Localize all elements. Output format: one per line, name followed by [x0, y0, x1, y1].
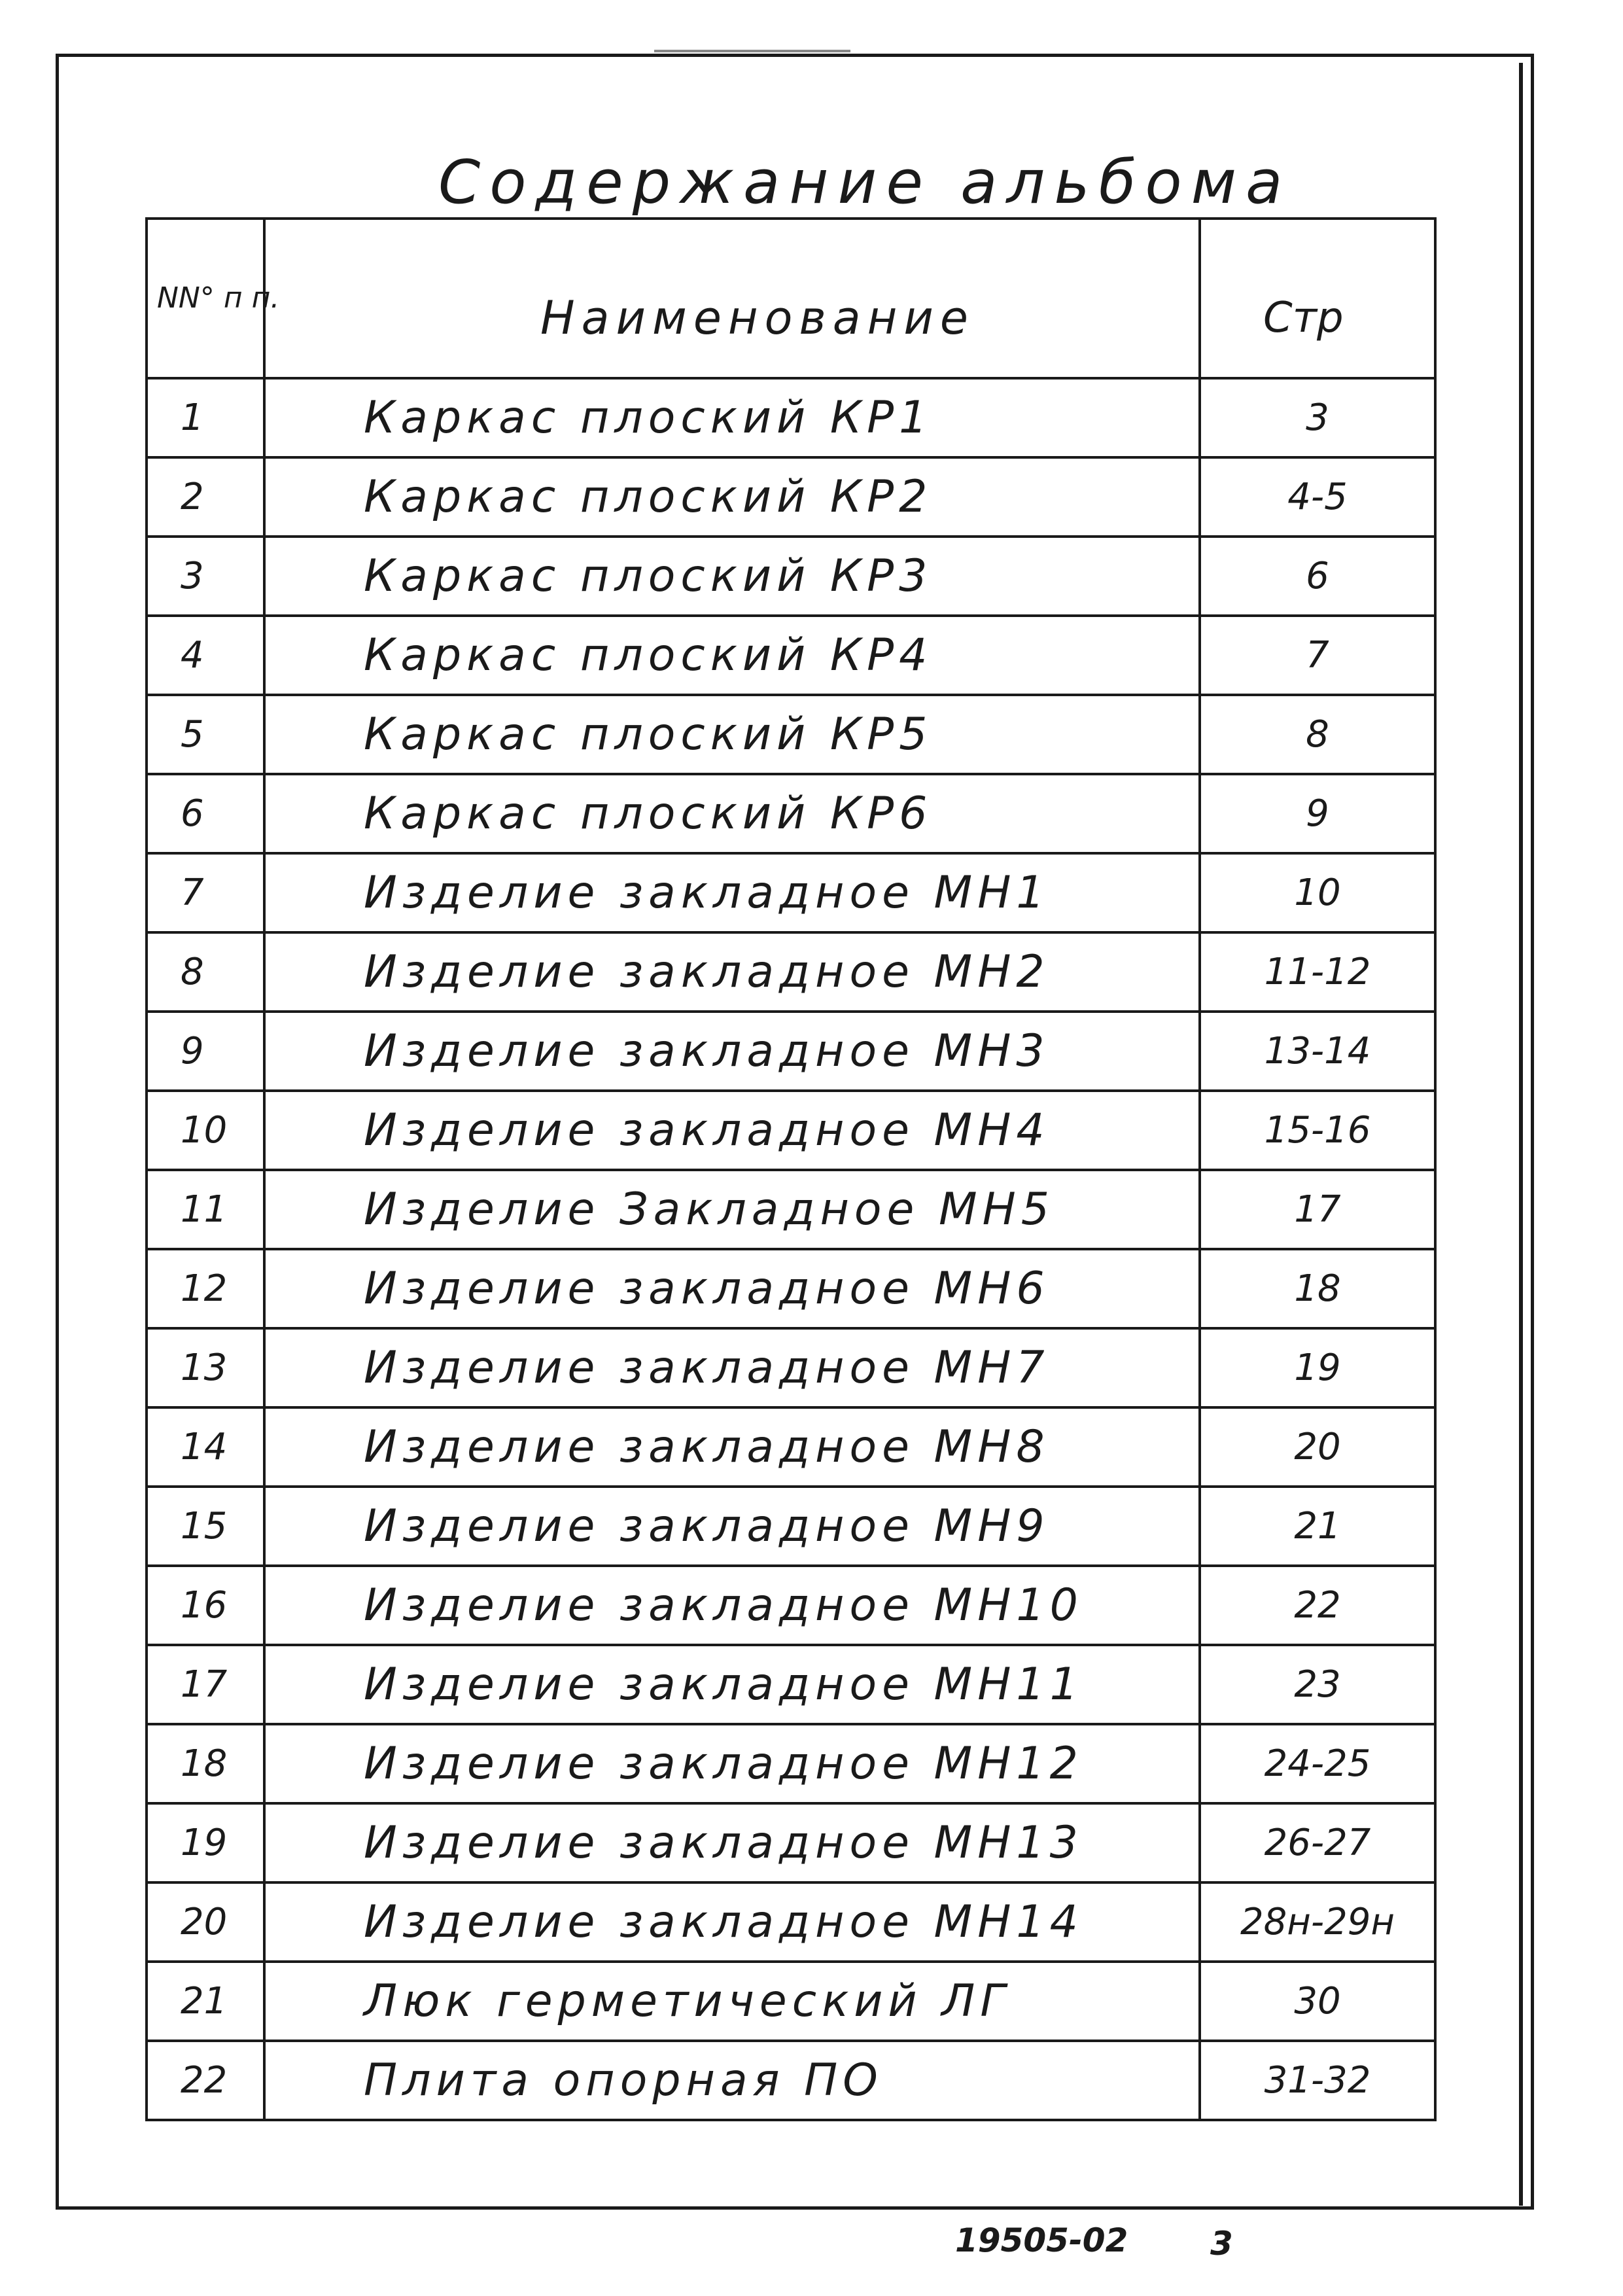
row-name: Изделие закладное МН2	[264, 932, 1200, 1012]
row-num: 9	[147, 1012, 264, 1091]
table-row	[147, 1487, 1435, 1566]
row-num: 11	[147, 1170, 264, 1249]
row-num: 5	[147, 695, 264, 774]
table-row	[147, 774, 1435, 853]
table-header-row	[147, 219, 1435, 378]
table-body	[147, 378, 1435, 2120]
table-row	[147, 1328, 1435, 1407]
row-page: 17	[1200, 1170, 1435, 1249]
header-name: Наименование	[264, 219, 1200, 378]
row-name: Изделие закладное МН11	[264, 1645, 1200, 1724]
row-name: Изделие закладное МН9	[264, 1487, 1200, 1566]
row-num: 1	[147, 378, 264, 457]
row-num: 2	[147, 457, 264, 537]
table-row	[147, 853, 1435, 932]
table-row	[147, 2041, 1435, 2120]
row-page: 13-14	[1200, 1012, 1435, 1091]
row-num: 13	[147, 1328, 264, 1407]
row-num: 18	[147, 1724, 264, 1803]
row-page: 8	[1200, 695, 1435, 774]
table-row	[147, 1407, 1435, 1487]
row-name: Изделие закладное МН6	[264, 1249, 1200, 1328]
header-page: Стр	[1200, 219, 1435, 378]
row-num: 12	[147, 1249, 264, 1328]
row-page: 23	[1200, 1645, 1435, 1724]
table-row	[147, 932, 1435, 1012]
row-page: 21	[1200, 1487, 1435, 1566]
row-num: 7	[147, 853, 264, 932]
row-name: Изделие закладное МН4	[264, 1091, 1200, 1170]
row-page: 19	[1200, 1328, 1435, 1407]
table-row	[147, 1724, 1435, 1803]
table-row	[147, 695, 1435, 774]
row-page: 20	[1200, 1407, 1435, 1487]
top-mark	[654, 50, 850, 52]
row-page: 30	[1200, 1962, 1435, 2041]
row-name: Изделие закладное МН3	[264, 1012, 1200, 1091]
row-num: 10	[147, 1091, 264, 1170]
table-row	[147, 1645, 1435, 1724]
row-name: Изделие закладное МН10	[264, 1566, 1200, 1645]
row-name: Изделие закладное МН13	[264, 1803, 1200, 1882]
row-num: 17	[147, 1645, 264, 1724]
row-page: 9	[1200, 774, 1435, 853]
row-page: 22	[1200, 1566, 1435, 1645]
row-page: 10	[1200, 853, 1435, 932]
row-name: Каркас плоский КР6	[264, 774, 1200, 853]
row-name: Каркас плоский КР4	[264, 616, 1200, 695]
row-page: 6	[1200, 537, 1435, 616]
table-row	[147, 537, 1435, 616]
row-name: Изделие закладное МН8	[264, 1407, 1200, 1487]
row-name: Плита опорная ПО	[264, 2041, 1200, 2120]
row-page: 4-5	[1200, 457, 1435, 537]
row-name: Изделие закладное МН12	[264, 1724, 1200, 1803]
row-name: Каркас плоский КР2	[264, 457, 1200, 537]
row-num: 4	[147, 616, 264, 695]
row-page: 15-16	[1200, 1091, 1435, 1170]
row-num: 21	[147, 1962, 264, 2041]
row-num: 6	[147, 774, 264, 853]
row-page: 11-12	[1200, 932, 1435, 1012]
table-row	[147, 1249, 1435, 1328]
row-name: Изделие закладное МН7	[264, 1328, 1200, 1407]
table-row	[147, 378, 1435, 457]
row-name: Каркас плоский КР5	[264, 695, 1200, 774]
table-row	[147, 1566, 1435, 1645]
document-number: 19505-02	[955, 2221, 1128, 2259]
row-page: 28н-29н	[1200, 1882, 1435, 1962]
row-page: 24-25	[1200, 1724, 1435, 1803]
frame-right-border	[1519, 63, 1523, 2206]
page-title: Содержание альбома	[438, 147, 1292, 217]
contents-table	[145, 217, 1437, 2121]
header-num: NN° п п.	[147, 219, 264, 378]
row-name: Изделие закладное МН1	[264, 853, 1200, 932]
row-page: 26-27	[1200, 1803, 1435, 1882]
row-page: 31-32	[1200, 2041, 1435, 2120]
row-page: 18	[1200, 1249, 1435, 1328]
table-row	[147, 616, 1435, 695]
row-name: Изделие Закладное МН5	[264, 1170, 1200, 1249]
row-page: 7	[1200, 616, 1435, 695]
row-num: 22	[147, 2041, 264, 2120]
table-row	[147, 1803, 1435, 1882]
row-name: Изделие закладное МН14	[264, 1882, 1200, 1962]
table-row	[147, 1882, 1435, 1962]
row-name: Каркас плоский КР1	[264, 378, 1200, 457]
page-number: 3	[1210, 2225, 1233, 2263]
row-num: 14	[147, 1407, 264, 1487]
table-row	[147, 1012, 1435, 1091]
table-row	[147, 1091, 1435, 1170]
table-row	[147, 1962, 1435, 2041]
row-num: 16	[147, 1566, 264, 1645]
row-name: Люк герметический ЛГ	[264, 1962, 1200, 2041]
row-page: 3	[1200, 378, 1435, 457]
table-row	[147, 1170, 1435, 1249]
row-name: Каркас плоский КР3	[264, 537, 1200, 616]
row-num: 20	[147, 1882, 264, 1962]
row-num: 19	[147, 1803, 264, 1882]
row-num: 3	[147, 537, 264, 616]
row-num: 8	[147, 932, 264, 1012]
row-num: 15	[147, 1487, 264, 1566]
table-row	[147, 457, 1435, 537]
